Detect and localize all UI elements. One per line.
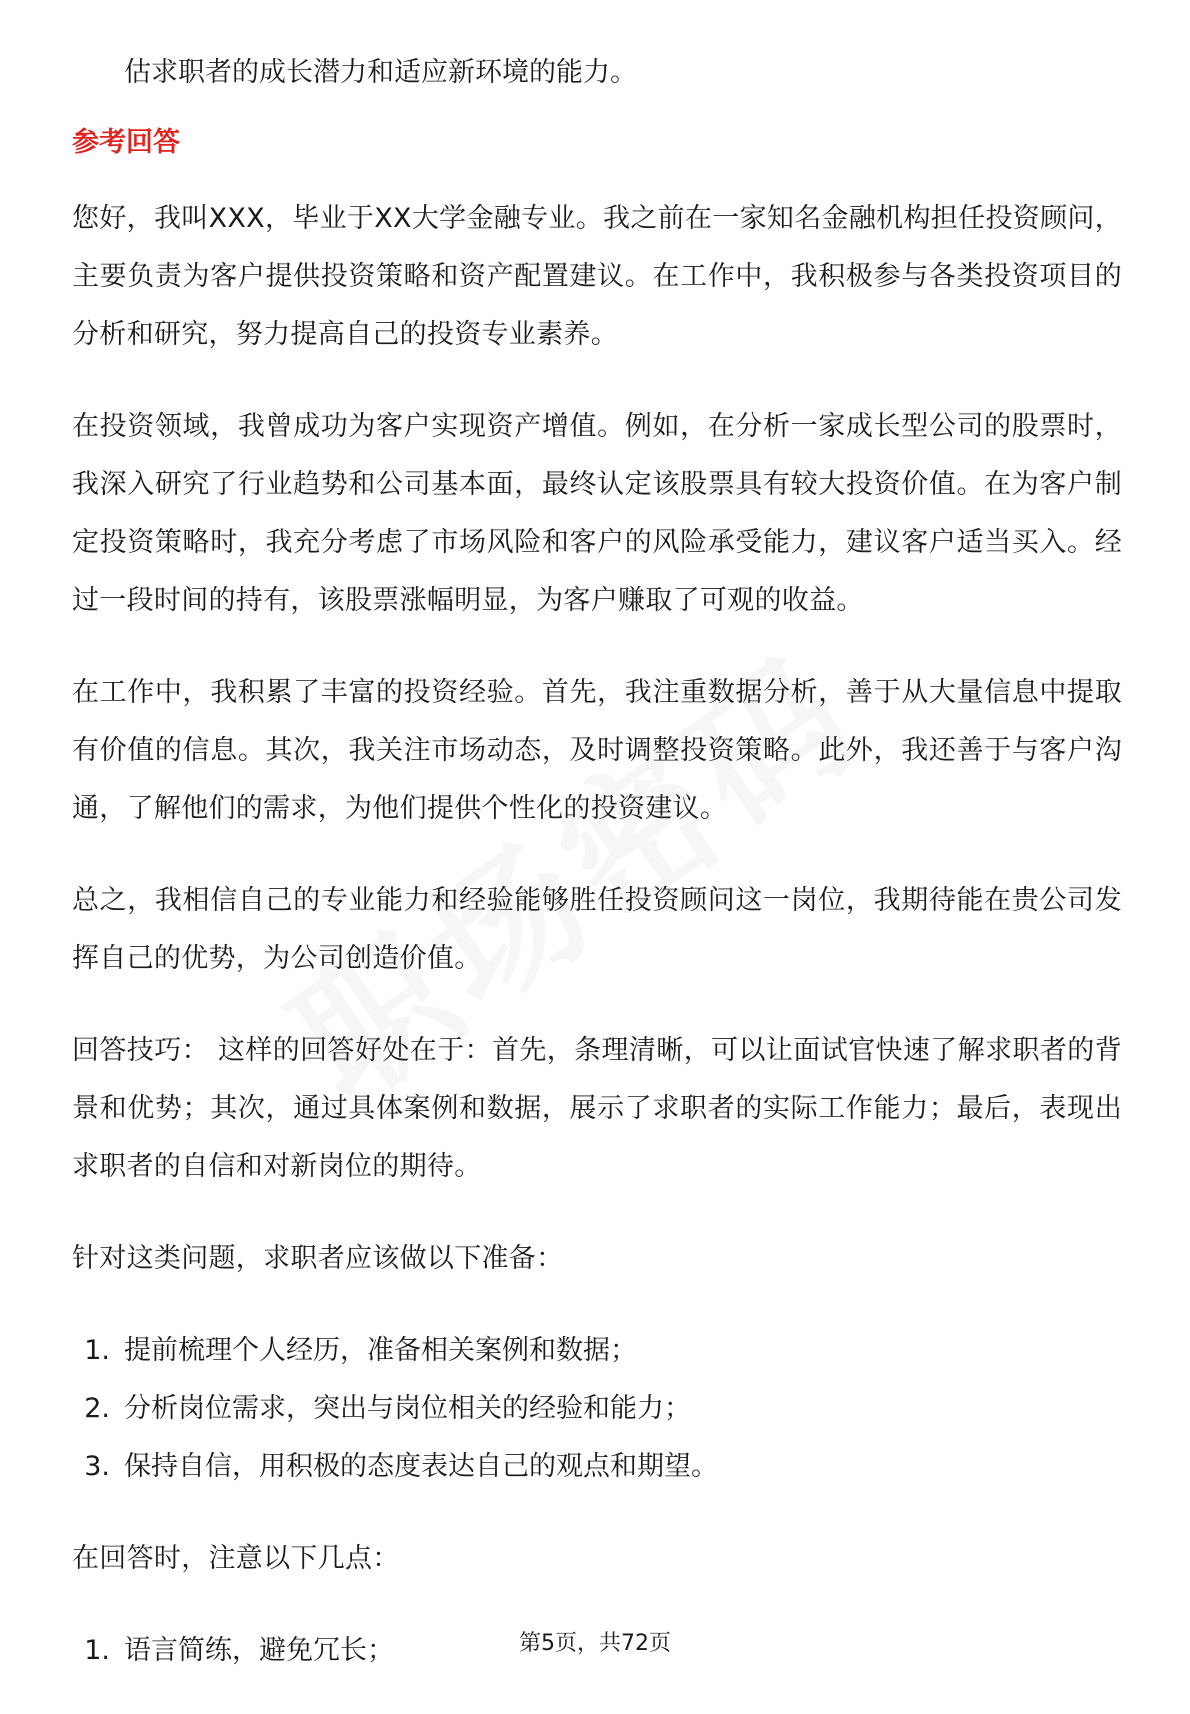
list-text: 语言简练，避免冗长； <box>124 1635 394 1666</box>
list-number: 3. <box>84 1451 110 1482</box>
list-item <box>72 1322 1122 1380</box>
list-number: 1. <box>84 1635 110 1666</box>
paragraph-prep-intro: 针对这类问题，求职者应该做以下准备： <box>72 1243 564 1274</box>
paragraph-experience: 在工作中，我积累了丰富的投资经验。首先，我注重数据分析，善于从大量信息中提取有价值的信息。其次，我关注市场动态，及时调整投资策略。此外，我还善于与客户沟通，了解他们的需求，为他们提供个性化的投资建议。 <box>72 677 1122 824</box>
page-content <box>72 44 1122 1714</box>
list-number: 2. <box>84 1393 110 1424</box>
page-footer: 第5页，共72页 <box>519 1631 671 1656</box>
list-text: 保持自信，用积极的态度表达自己的观点和期望。 <box>124 1451 718 1482</box>
list-item <box>72 1438 1122 1496</box>
paragraph-notes-intro: 在回答时，注意以下几点： <box>72 1543 400 1574</box>
list-item <box>72 1380 1122 1438</box>
paragraph-summary: 总之，我相信自己的专业能力和经验能够胜任投资顾问这一岗位，我期待能在贵公司发挥自己的优势，为公司创造价值。 <box>72 885 1122 974</box>
continued-text: 估求职者的成长潜力和适应新环境的能力。 <box>124 57 637 88</box>
list-number: 1. <box>84 1335 110 1366</box>
paragraph-example: 在投资领域，我曾成功为客户实现资产增值。例如，在分析一家成长型公司的股票时，我深入研究了行业趋势和公司基本面，最终认定该股票具有较大投资价值。在为客户制定投资策略时，我充分考虑了市场风险和客户的风险承受能力，建议客户适当买入。经过一段时间的持有，该股票涨幅明显，为客户赚取了可观的收益。 <box>72 411 1122 616</box>
list-text: 提前梳理个人经历，准备相关案例和数据； <box>124 1335 637 1366</box>
prep-list <box>72 1322 1122 1496</box>
paragraph-intro: 您好，我叫XXX，毕业于XX大学金融专业。我之前在一家知名金融机构担任投资顾问，主要负责为客户提供投资策略和资产配置建议。在工作中，我积极参与各类投资项目的分析和研究，努力提高自己的投资专业素养。 <box>72 203 1122 350</box>
section-heading: 参考回答 <box>72 127 180 158</box>
paragraph-tips: 回答技巧： 这样的回答好处在于：首先，条理清晰，可以让面试官快速了解求职者的背景和优势；其次，通过具体案例和数据，展示了求职者的实际工作能力；最后，表现出求职者的自信和对新岗位的期待。 <box>72 1035 1122 1182</box>
list-text: 分析岗位需求，突出与岗位相关的经验和能力； <box>124 1393 691 1424</box>
